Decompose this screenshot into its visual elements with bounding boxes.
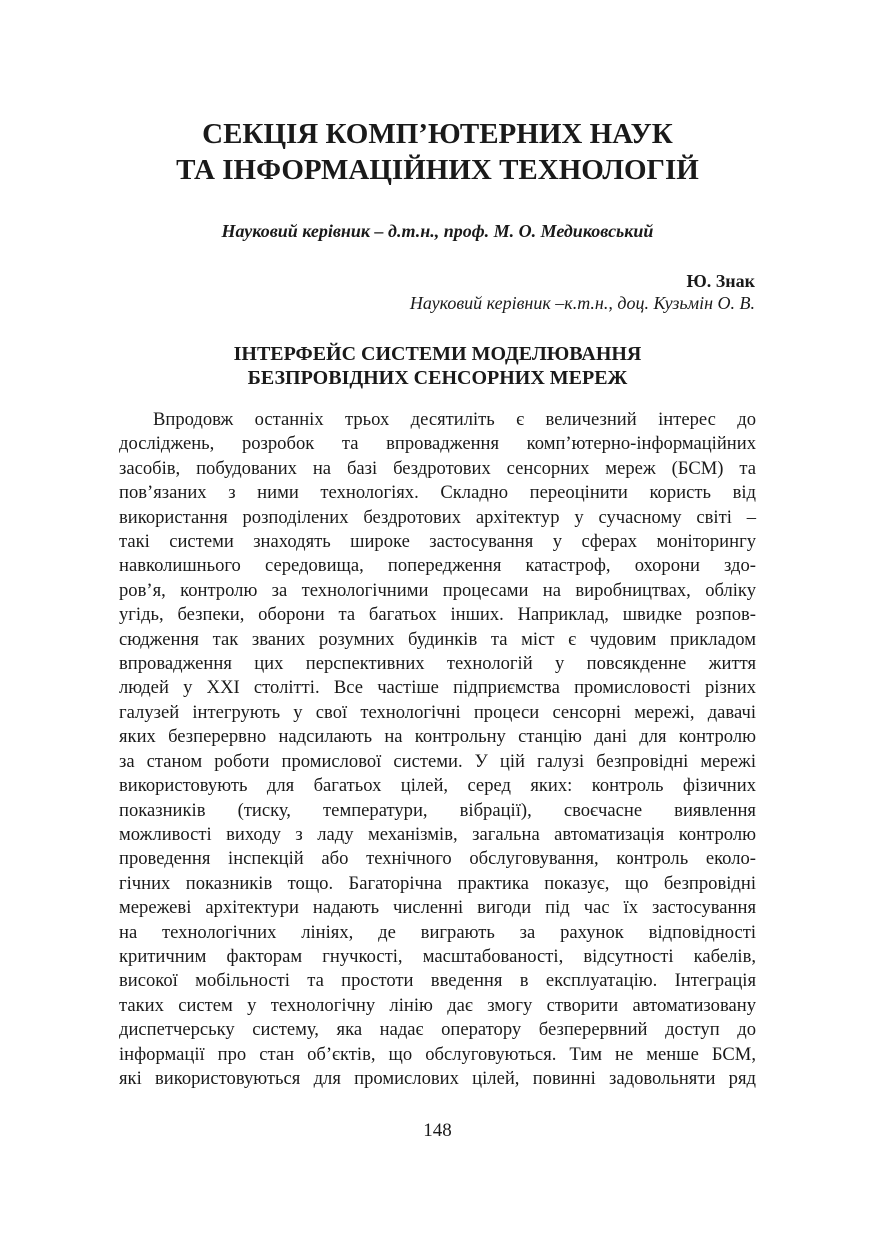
body-line: гічних показників тощо. Багаторічна практика показує, що безпровідні	[119, 872, 756, 894]
article-body	[119, 408, 756, 1091]
article-supervisor: Науковий керівник –к.т.н., доц. Кузьмін О. В.	[409, 293, 755, 313]
article-author: Ю. Знак	[686, 271, 755, 291]
body-line: на технологічних лініях, де виграють за рахунок відповідності	[119, 921, 756, 943]
body-line: інформації про стан об’єктів, що обслуговуються. Тим не менше БСМ,	[119, 1043, 756, 1065]
page-number: 148	[423, 1120, 452, 1141]
body-line: критичним факторам гнучкості, масштабованості, відсутності кабелів,	[119, 945, 756, 967]
body-line: пов’язаних з ними технологіях. Складно переоцінити користь від	[119, 482, 756, 504]
body-line: сюдження так званих розумних будинків та міст є чудовим прикладом	[119, 628, 756, 650]
body-line: досліджень, розробок та впровадження комп’ютерно-інформаційних	[119, 433, 756, 455]
body-line: показників (тиску, температури, вібрації), своєчасне виявлення	[119, 799, 756, 821]
article-title-line: БЕЗПРОВІДНИХ СЕНСОРНИХ МЕРЕЖ	[247, 367, 628, 389]
section-title	[0, 116, 875, 188]
body-line: Впродовж останніх трьох десятиліть є величезний інтерес до	[153, 409, 756, 430]
body-line: людей у XXI столітті. Все частіше підприємства промисловості різних	[119, 677, 756, 699]
body-line: мережеві архітектури надають численні вигоди під час їх застосування	[119, 897, 756, 919]
body-line: галузей інтегрують у свої технологічні процеси сенсорні мережі, давачі	[119, 701, 756, 723]
body-line: диспетчерську систему, яка надає оператору безперервний доступ до	[119, 1019, 756, 1041]
section-supervisor: Науковий керівник – д.т.н., проф. М. О. Медиковський	[221, 221, 654, 241]
body-line: проведення інспекцій або технічного обслуговування, контроль еколо-	[119, 848, 756, 870]
section-title-line: ТА ІНФОРМАЦІЙНИХ ТЕХНОЛОГІЙ	[176, 154, 699, 186]
section-title-line: СЕКЦІЯ КОМП’ЮТЕРНИХ НАУК	[202, 118, 673, 150]
body-line: яких безперервно надсилають на контрольну станцію дані для контролю	[119, 726, 756, 748]
body-line: використання розподілених бездротових архітектур у сучасному світі –	[119, 506, 756, 528]
body-line: ров’я, контролю за технологічними процесами на виробництвах, обліку	[119, 579, 756, 601]
article-title-line: ІНТЕРФЕЙС СИСТЕМИ МОДЕЛЮВАННЯ	[233, 343, 642, 365]
body-line: такі системи знаходять широке застосування у сферах моніторингу	[119, 531, 756, 553]
body-line: угідь, безпеки, оборони та багатьох інших. Наприклад, швидке розпов-	[119, 604, 756, 626]
body-line: засобів, побудованих на базі бездротових сенсорних мереж (БСМ) та	[119, 457, 756, 479]
body-line: які використовуються для промислових цілей, повинні задовольняти ряд	[119, 1067, 756, 1089]
body-line: впровадження цих перспективних технологій у повсякденне життя	[119, 653, 756, 675]
body-line: таких систем у технологічну лінію дає змогу створити автоматизовану	[119, 994, 756, 1016]
body-line: навколишнього середовища, попередження катастроф, охорони здо-	[119, 555, 756, 577]
article-title	[0, 342, 875, 390]
body-line: за станом роботи промислової системи. У цій галузі безпровідні мережі	[119, 750, 756, 772]
body-line: використовують для багатьох цілей, серед яких: контроль фізичних	[119, 775, 756, 797]
body-line: можливості виходу з ладу механізмів, загальна автоматизація контролю	[119, 823, 756, 845]
body-line: високої мобільності та простоти введення в експлуатацію. Інтеграція	[119, 970, 756, 992]
